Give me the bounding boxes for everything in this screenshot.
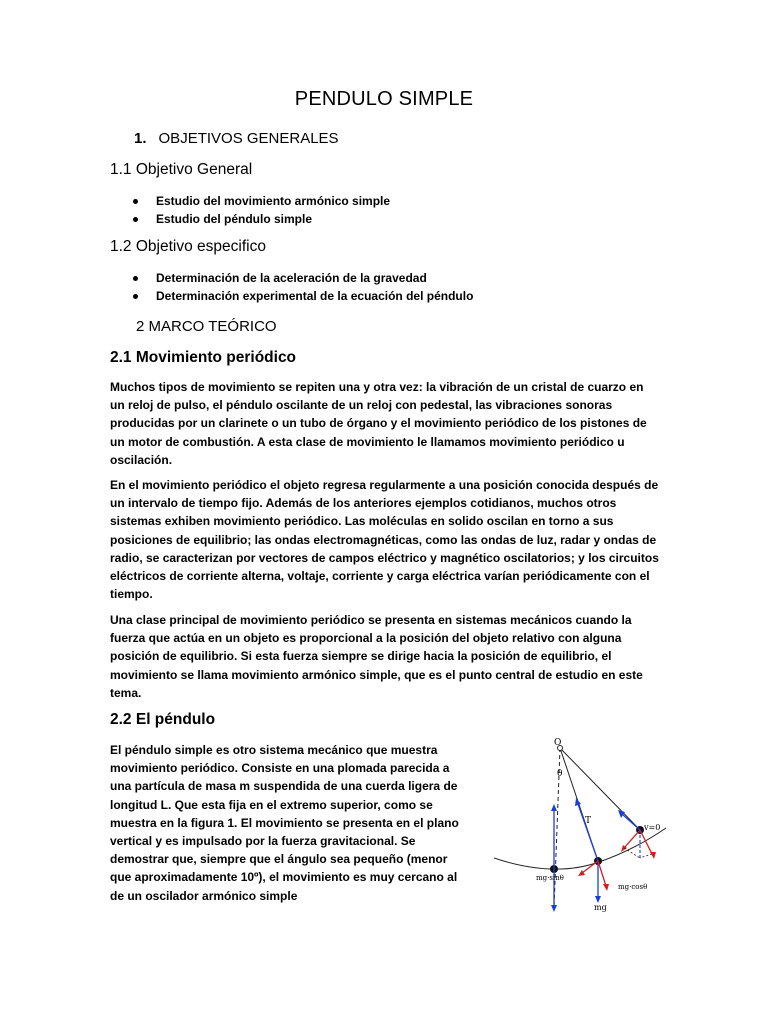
list-item: Estudio del movimiento armónico simple [133, 192, 390, 210]
arrow-head [595, 896, 601, 903]
arrow-red-extreme-2 [640, 830, 652, 854]
arrow-tension-extreme [622, 814, 640, 830]
label-theta: θ [557, 769, 563, 779]
heading-marco-teorico: 2 MARCO TEÓRICO [136, 318, 277, 335]
heading-movimiento-periodico: 2.1 Movimiento periódico [110, 349, 297, 366]
paragraph-periodico-1: Muchos tipos de movimiento se repiten una y otra vez: la vibración de un cristal de cuarzo en un reloj de pulso, el péndulo oscilante de un reloj con pedestal, las vibraciones sonoras producidas por un clarinete o un tubo de órgano y el movimiento periódico de los pistones de un motor de combustión. A esta clase de movimiento le llamamos movimiento periódico u oscilación. [110, 380, 647, 467]
objetivo-especifico-list [133, 269, 473, 305]
swing-arc [494, 828, 666, 869]
paragraph-periodico-3: Una clase principal de movimiento periódico se presenta en sistemas mecánicos cuando la fuerza que actúa en un objeto es proporcional a la posición del objeto relativo con alguna posición de equilibrio. Si esta fuerza siempre se dirige hacia la posición de equilibrio, el movimiento se llama movimiento armónico simple, que es el punto central de estudio en este tema. [110, 613, 643, 700]
list-item: Determinación de la aceleración de la gravedad [133, 269, 473, 287]
arrow-head [551, 905, 557, 912]
arrow-head [603, 884, 609, 891]
section-objetivos-generales [134, 130, 339, 147]
section-label: OBJETIVOS GENERALES [158, 130, 339, 147]
label-mgsin: mg·sinθ [536, 874, 564, 882]
arrow-mgsin [582, 861, 598, 873]
list-item: Determinación experimental de la ecuación del péndulo [133, 287, 473, 305]
objetivo-general-list [133, 192, 390, 228]
label-mg: mg [594, 903, 607, 912]
arrow-head [650, 852, 656, 859]
heading-objetivo-general: 1.1 Objetivo General [110, 161, 253, 178]
label-o: O [554, 738, 562, 748]
pendulum-figure [494, 738, 674, 918]
string-line-extreme [560, 748, 640, 830]
page-title: PENDULO SIMPLE [294, 88, 474, 110]
section-number: 1. [134, 130, 147, 147]
dashed-component [640, 854, 652, 858]
paragraph-periodico-2: En el movimiento periódico el objeto regresa regularmente a una posición conocida después de un intervalo de tiempo fijo. Además de los anteriores ejemplos cotidianos, muchos otros sistemas exhiben movimiento periódico. Las moléculas en solido oscilan en torno a sus posiciones de equilibrio; las ondas electromagnéticas, como las ondas de luz, radar y ondas de radio, se caracterizan por vectores de campos eléctrico y magnético oscilatorios; y los circuitos eléctricos de corriente alterna, voltaje, corriente y carga eléctrica varían periódicamente con el tiempo. [110, 478, 659, 602]
dashed-component [624, 848, 640, 858]
label-t: T [585, 816, 592, 826]
arrow-head [575, 798, 581, 806]
label-mgcos: mg·cosθ [618, 883, 648, 891]
heading-objetivo-especifico: 1.2 Objetivo especifico [110, 238, 266, 255]
arrow-head [551, 804, 557, 811]
heading-el-pendulo: 2.2 El péndulo [110, 711, 216, 728]
paragraph-pendulo: El péndulo simple es otro sistema mecánico que muestra movimiento periódico. Consiste en una plomada parecida a una partícula de masa m suspendida de una cuerda ligera de longitud L. Que esta fija en el extremo superior, como se muestra en la figura 1. El movimiento se presenta en el plano vertical y es impulsado por la fuerza gravitacional. Se demostrar que, siempre que el ángulo sea pequeño (menor que aproximadamente 10º), el movimiento es muy cercano al de un oscilador armónico simple [110, 743, 459, 903]
arrow-tension [578, 804, 598, 861]
arrow-mgcos [598, 861, 606, 886]
list-item: Estudio del péndulo simple [133, 210, 390, 228]
label-v0: v=0 [644, 823, 661, 832]
